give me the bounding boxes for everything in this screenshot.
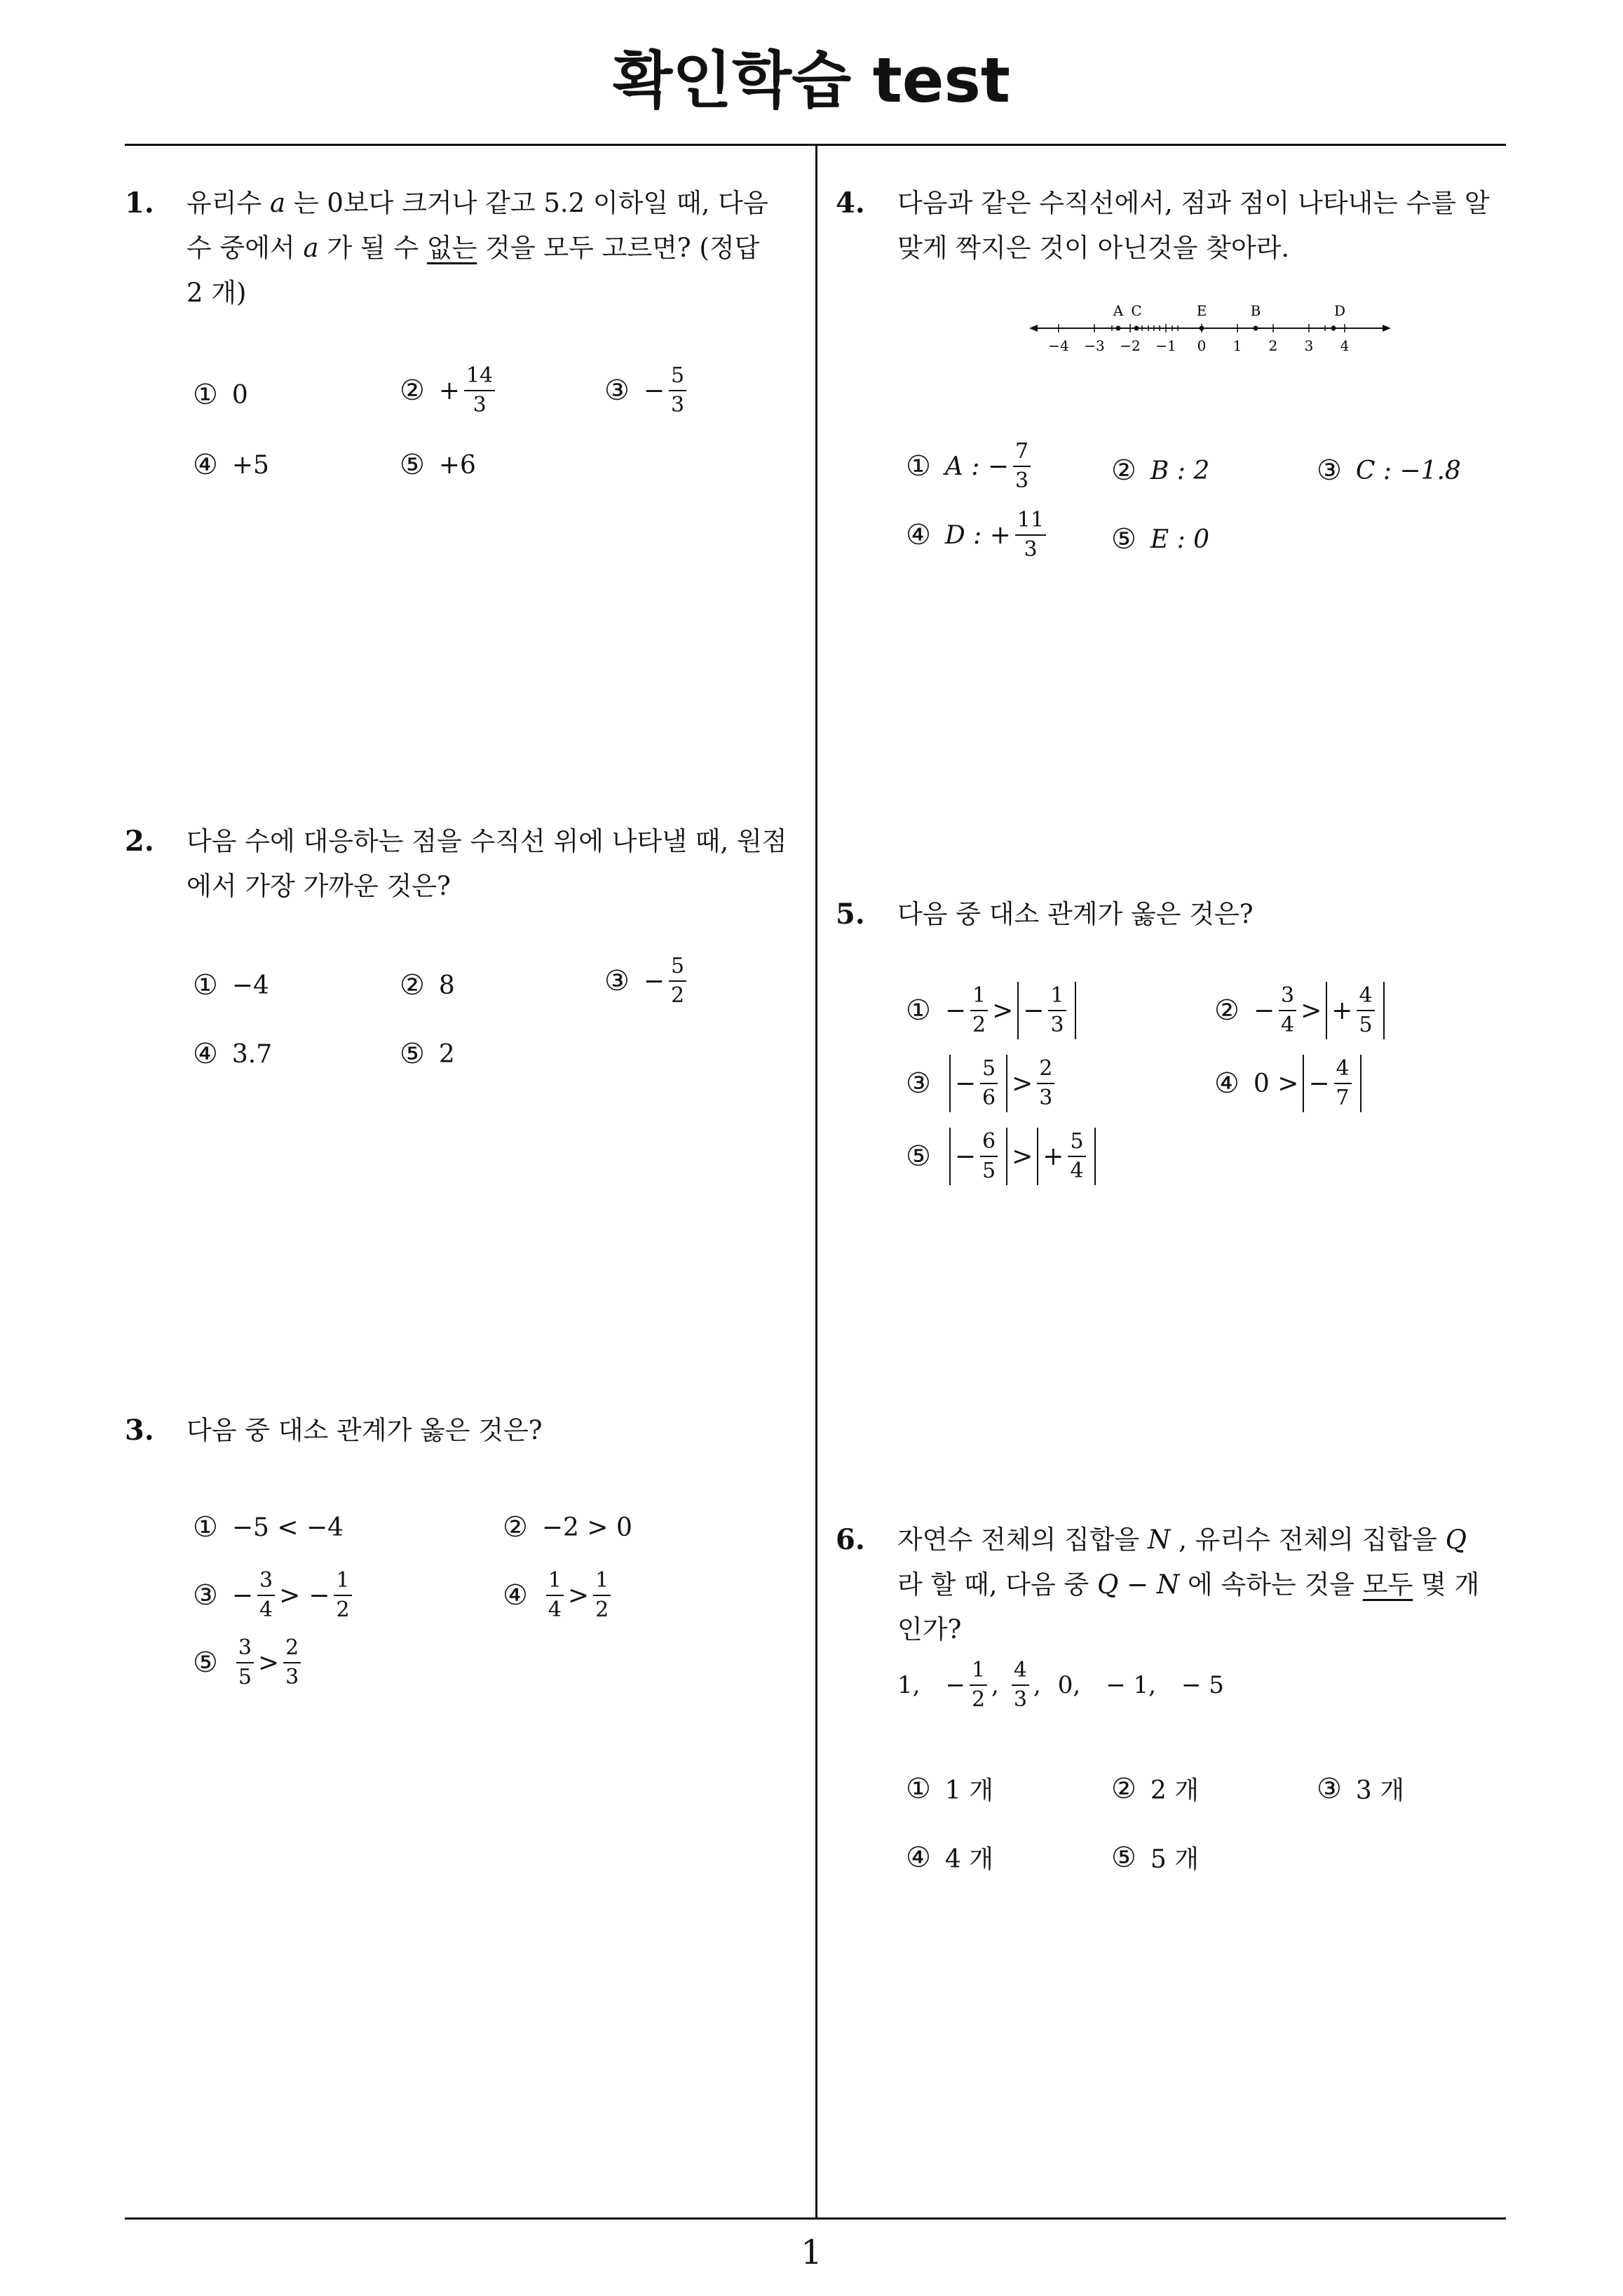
choice-2[interactable]: ② + $\frac{14}{3}$: [400, 362, 499, 419]
question-number: 1.: [125, 187, 154, 220]
choice-3[interactable]: ③ C : −1.8: [1317, 454, 1461, 487]
tick-label: 1: [1232, 337, 1242, 354]
point-label-b: B: [1250, 302, 1261, 319]
choice-3[interactable]: ③ 3 개: [1317, 1772, 1404, 1805]
choice-2[interactable]: ② 8: [400, 969, 455, 1001]
tick-label: −2: [1120, 337, 1141, 354]
choice-4[interactable]: ④ 3.7: [193, 1038, 273, 1070]
choice-3[interactable]: ③ − $\frac{5}{3}$: [604, 362, 691, 419]
choice-2[interactable]: ② B : 2: [1111, 454, 1210, 487]
question-number: 5.: [836, 898, 865, 931]
choice-1[interactable]: ① − $\frac{1}{2}$ > − $\frac{1}{3}$: [906, 982, 1080, 1039]
footer-rule: [125, 2217, 1506, 2220]
choice-5[interactable]: ⑤ 3 5 > 2 3: [193, 1634, 305, 1691]
question-number: 4.: [836, 187, 865, 220]
tick-label: 3: [1304, 337, 1314, 354]
question-text: 다음 수에 대응하는 점을 수직선 위에 나타낼 때, 원점 에서 가장 가까운 것은?: [186, 826, 787, 901]
choice-1[interactable]: ① 0: [193, 379, 248, 411]
choice-4[interactable]: ④ 0 > − $\frac{4}{7}$: [1214, 1055, 1366, 1112]
point-label-d: D: [1333, 302, 1346, 319]
choice-4[interactable]: ④ D : + $\frac{11}{3}$: [906, 506, 1050, 564]
tick-label: −4: [1048, 337, 1069, 354]
choice-4[interactable]: ④ 1 4 > 1 2: [503, 1567, 615, 1624]
question-number: 3.: [125, 1414, 154, 1447]
choice-1[interactable]: ① A : − $\frac{7}{3}$: [906, 438, 1035, 495]
column-divider: [815, 146, 817, 2217]
number-list: 1, − $\frac{1}{2}$ , 4 3 , 0, − 1, − 5: [897, 1658, 1224, 1712]
question-number: 2.: [125, 825, 154, 858]
choice-3[interactable]: ③ − $\frac{5}{2}$: [604, 952, 691, 1010]
page-number: 1: [801, 2233, 822, 2272]
question-number: 6.: [836, 1523, 865, 1556]
choice-5[interactable]: ⑤ E : 0: [1111, 523, 1210, 555]
choice-5[interactable]: ⑤ 2: [400, 1038, 455, 1070]
point-label-c: C: [1131, 302, 1142, 319]
choice-2[interactable]: ② − $\frac{3}{4}$ > + $\frac{4}{5}$: [1214, 982, 1389, 1039]
number-line-figure: [1028, 295, 1392, 358]
point-label-a: A: [1113, 302, 1124, 319]
tick-label: −3: [1084, 337, 1105, 354]
choice-4[interactable]: ④ 4 개: [906, 1841, 993, 1874]
choice-4[interactable]: ④ +5: [193, 449, 269, 481]
choice-2[interactable]: ② −2 > 0: [503, 1511, 632, 1544]
question-text: 다음과 같은 수직선에서, 점과 점이 나타내는 수를 알 맞게 짝지은 것이 아닌것을 찾아라.: [897, 188, 1490, 263]
question-text: 다음 중 대소 관계가 옳은 것은?: [897, 899, 1254, 929]
tick-label: 2: [1268, 337, 1278, 354]
tick-label: −1: [1155, 337, 1176, 354]
question-text: 유리수 a 는 0보다 크거나 같고 5.2 이하일 때, 다음 수 중에서 a 가 될 수 없는 것을 모두 고르면? (정답 2 개): [186, 188, 768, 308]
choice-3[interactable]: ③ − $\frac{3}{4}$ > − $\frac{1}{2}$: [193, 1567, 356, 1624]
choice-5[interactable]: ⑤ +6: [400, 449, 476, 481]
page-title: 확인학습 test: [613, 44, 1010, 116]
point-label-e: E: [1196, 302, 1207, 319]
tick-label: 0: [1197, 337, 1207, 354]
choice-5[interactable]: ⑤ 5 개: [1111, 1841, 1199, 1874]
choice-1[interactable]: ① 1 개: [906, 1772, 993, 1805]
choice-2[interactable]: ② 2 개: [1111, 1772, 1199, 1805]
question-text: 다음 중 대소 관계가 옳은 것은?: [186, 1415, 543, 1445]
question-text: 자연수 전체의 집합을 N , 유리수 전체의 집합을 Q 라 할 때, 다음 중 Q − N 에 속하는 것을 모두 몇 개 인가?: [897, 1525, 1480, 1645]
choice-1[interactable]: ① −5 < −4: [193, 1511, 344, 1544]
tick-label: 4: [1340, 337, 1350, 354]
choice-1[interactable]: ① −4: [193, 969, 269, 1001]
choice-3[interactable]: ③ − $\frac{5}{6}$ > 2 3: [906, 1055, 1059, 1112]
choice-5[interactable]: ⑤ − $\frac{6}{5}$ > + $\frac{5}{4}$: [906, 1128, 1100, 1185]
